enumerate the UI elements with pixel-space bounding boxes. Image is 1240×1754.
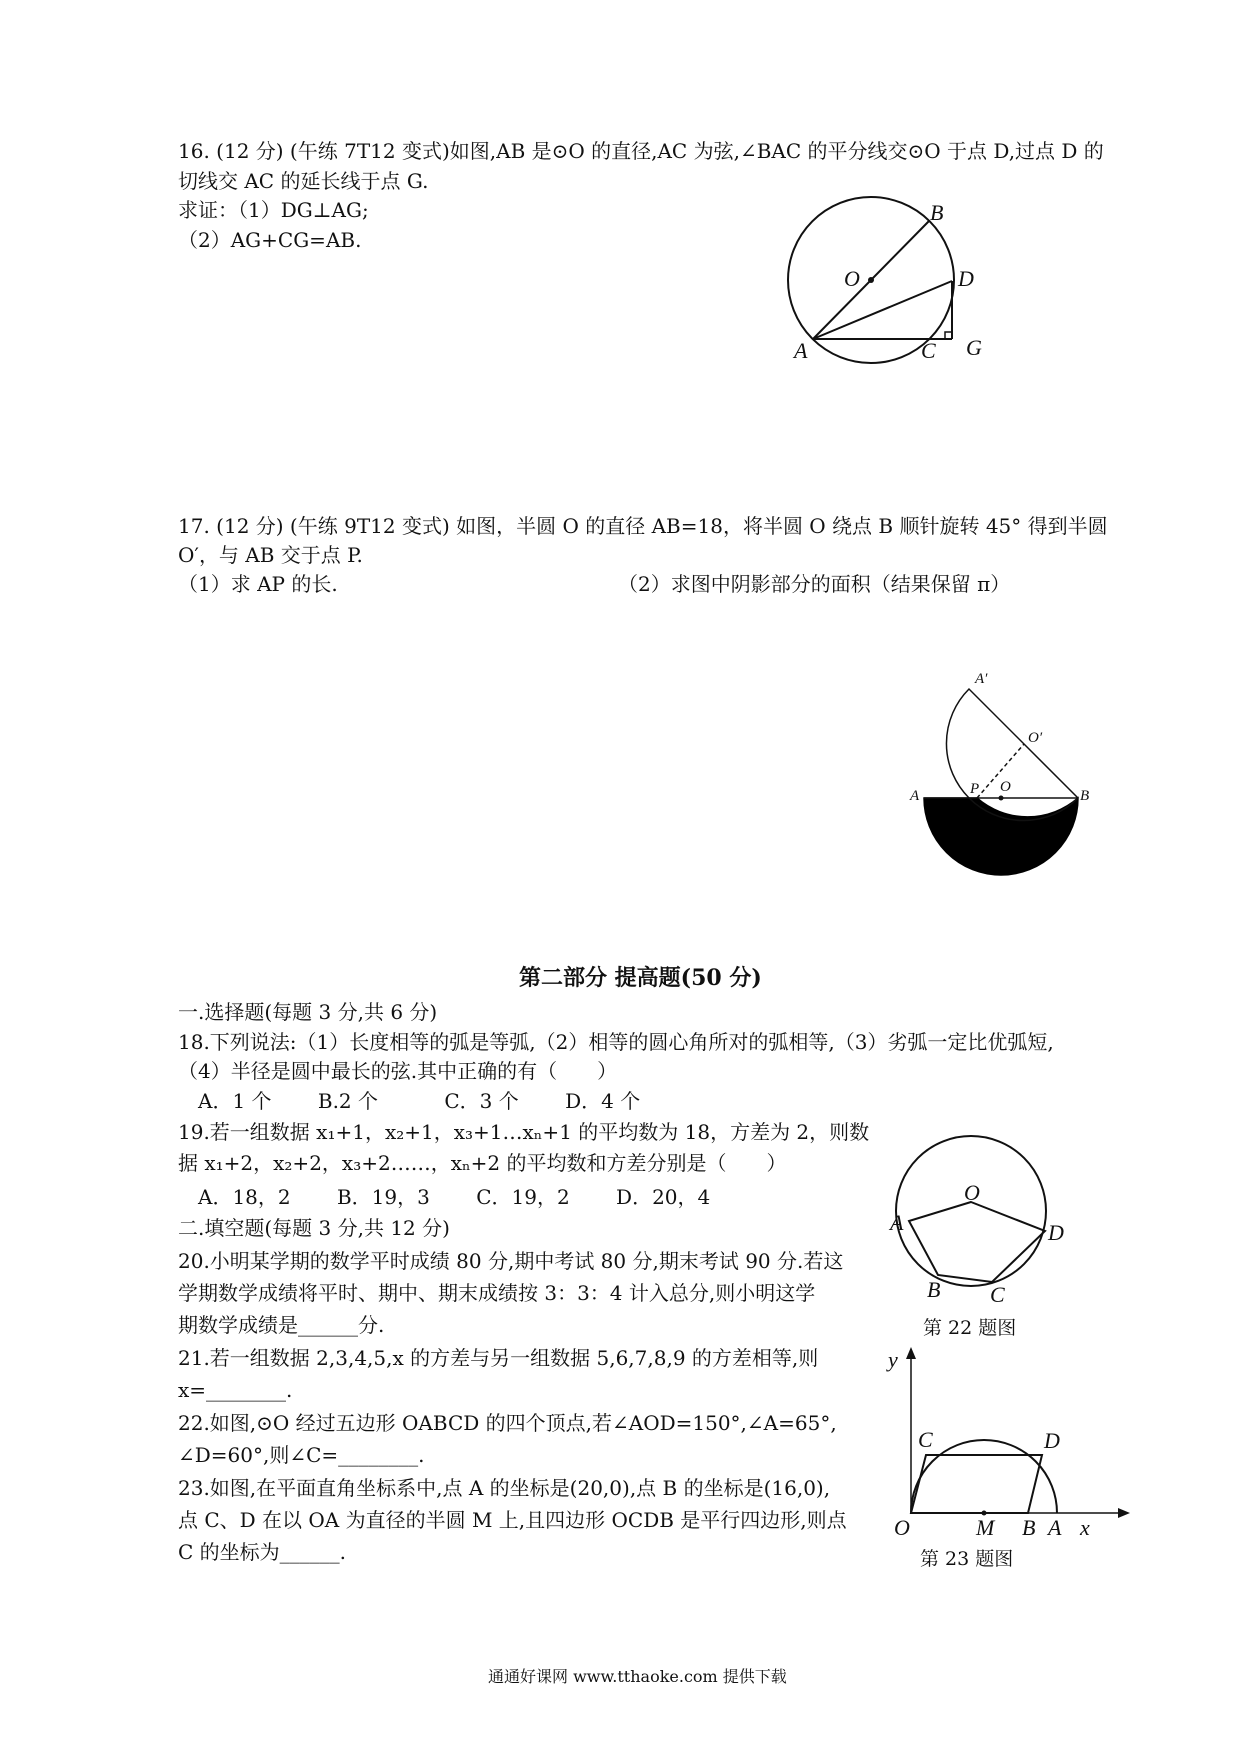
q17-line-2: O′，与 AB 交于点 P.	[178, 543, 363, 567]
center-point-o	[868, 277, 874, 283]
label-o: O	[844, 266, 860, 291]
q23-line-2: 点 C、D 在以 OA 为直径的半圆 M 上,且四边形 OCDB 是平行四边形,则点	[178, 1508, 847, 1532]
q23-line-3: C 的坐标为______.	[178, 1540, 347, 1564]
y-axis-arrow	[906, 1347, 916, 1359]
label-m: M	[976, 1515, 995, 1540]
x-axis-arrow	[1118, 1508, 1130, 1518]
label-c: C	[918, 1427, 933, 1452]
chord-ad	[813, 281, 952, 339]
label-b: B	[927, 1277, 941, 1302]
q19-line-2: 据 x₁+2，x₂+2，x₃+2……，xₙ+2 的平均数和方差分别是（ ）	[178, 1151, 787, 1175]
label-a: A	[1048, 1515, 1062, 1540]
q21-line-2: x=________.	[178, 1378, 293, 1402]
footer-text: 通通好课网 www.tthaoke.com 提供下载	[488, 1667, 787, 1686]
part2-heading: 第二部分 提高题(50 分)	[519, 965, 762, 991]
label-o: O	[964, 1180, 980, 1205]
label-y: y	[888, 1347, 898, 1372]
section-fill-in: 二.填空题(每题 3 分,共 12 分)	[178, 1216, 450, 1240]
label-a: A	[890, 1210, 904, 1235]
semicircle-m	[911, 1440, 1057, 1513]
label-o-prime: O′	[1028, 730, 1043, 746]
q16-line-4: （2）AG+CG=AB.	[178, 228, 362, 252]
center-point-o	[999, 796, 1004, 801]
label-c: C	[990, 1282, 1005, 1307]
label-x: x	[1080, 1515, 1090, 1540]
label-a: A	[910, 788, 920, 804]
section-multiple-choice: 一.选择题(每题 3 分,共 6 分)	[178, 1000, 438, 1024]
label-c: C	[921, 338, 936, 363]
circle-o	[896, 1136, 1046, 1286]
label-g: G	[966, 335, 982, 360]
label-d: D	[1048, 1220, 1064, 1245]
q20-line-2: 学期数学成绩将平时、期中、期末成绩按 3：3：4 计入总分,则小明这学	[178, 1281, 816, 1305]
q19-line-1: 19.若一组数据 x₁+1，x₂+1，x₃+1…xₙ+1 的平均数为 18，方差为 2，则数	[178, 1120, 870, 1144]
q16-line-3: 求证：（1）DG⊥AG;	[178, 198, 369, 222]
q22-line-1: 22.如图,⊙O 经过五边形 OABCD 的四个顶点,若∠AOD=150°,∠A=65°,	[178, 1411, 837, 1435]
q20-line-3: 期数学成绩是______分.	[178, 1313, 385, 1337]
q23-line-1: 23.如图,在平面直角坐标系中,点 A 的坐标是(20,0),点 B 的坐标是(16,0),	[178, 1476, 831, 1500]
q18-line-2: （4）半径是圆中最长的弦.其中正确的有（ ）	[178, 1059, 618, 1083]
q19-options: A．18，2 B．19，3 C．19，2 D．20，4	[198, 1185, 711, 1209]
q22-line-2: ∠D=60°,则∠C=________.	[178, 1443, 425, 1467]
q21-line-1: 21.若一组数据 2,3,4,5,x 的方差与另一组数据 5,6,7,8,9 的方差相等,则	[178, 1346, 819, 1370]
label-d: D	[1044, 1428, 1060, 1453]
pentagon-oabcd	[909, 1202, 1045, 1282]
label-o: O	[1000, 779, 1011, 795]
right-angle-mark	[945, 332, 952, 339]
figure-q22-pentagon	[885, 1130, 1085, 1345]
figure-23-caption: 第 23 题图	[920, 1548, 1014, 1570]
figure-22-caption: 第 22 题图	[923, 1317, 1017, 1339]
label-a-prime: A′	[975, 671, 988, 687]
label-a: A	[794, 338, 808, 363]
q17-line-3b: （2）求图中阴影部分的面积（结果保留 π）	[618, 572, 1011, 596]
label-b: B	[1080, 788, 1090, 804]
label-b: B	[1022, 1515, 1036, 1540]
q17-line-3a: （1）求 AP 的长.	[178, 572, 338, 596]
label-o: O	[894, 1515, 910, 1540]
figure-q17-semicircles	[900, 645, 1100, 885]
q18-line-1: 18.下列说法:（1）长度相等的弧是等弧,（2）相等的圆心角所对的弧相等,（3）劣弧一定比优弧短,	[178, 1030, 1054, 1054]
shaded-region	[924, 798, 1078, 875]
q17-line-1: 17. (12 分) (午练 9T12 变式) 如图，半圆 O 的直径 AB=18，将半圆 O 绕点 B 顺针旋转 45° 得到半圆	[178, 514, 1108, 538]
q16-line-2: 切线交 AC 的延长线于点 G.	[178, 169, 429, 193]
figure-q16-circle	[780, 200, 1040, 380]
q20-line-1: 20.小明某学期的数学平时成绩 80 分,期中考试 80 分,期末考试 90 分.若这	[178, 1249, 844, 1273]
label-b: B	[930, 200, 944, 225]
q18-options: A．1 个 B.2 个 C．3 个 D．4 个	[198, 1089, 641, 1113]
label-p: P	[970, 781, 980, 797]
figure-q23-coordinate	[880, 1345, 1130, 1575]
q16-line-1: 16. (12 分) (午练 7T12 变式)如图,AB 是⊙O 的直径,AC 为弦,∠BAC 的平分线交⊙O 于点 D,过点 D 的	[178, 139, 1104, 163]
label-d: D	[958, 266, 974, 291]
